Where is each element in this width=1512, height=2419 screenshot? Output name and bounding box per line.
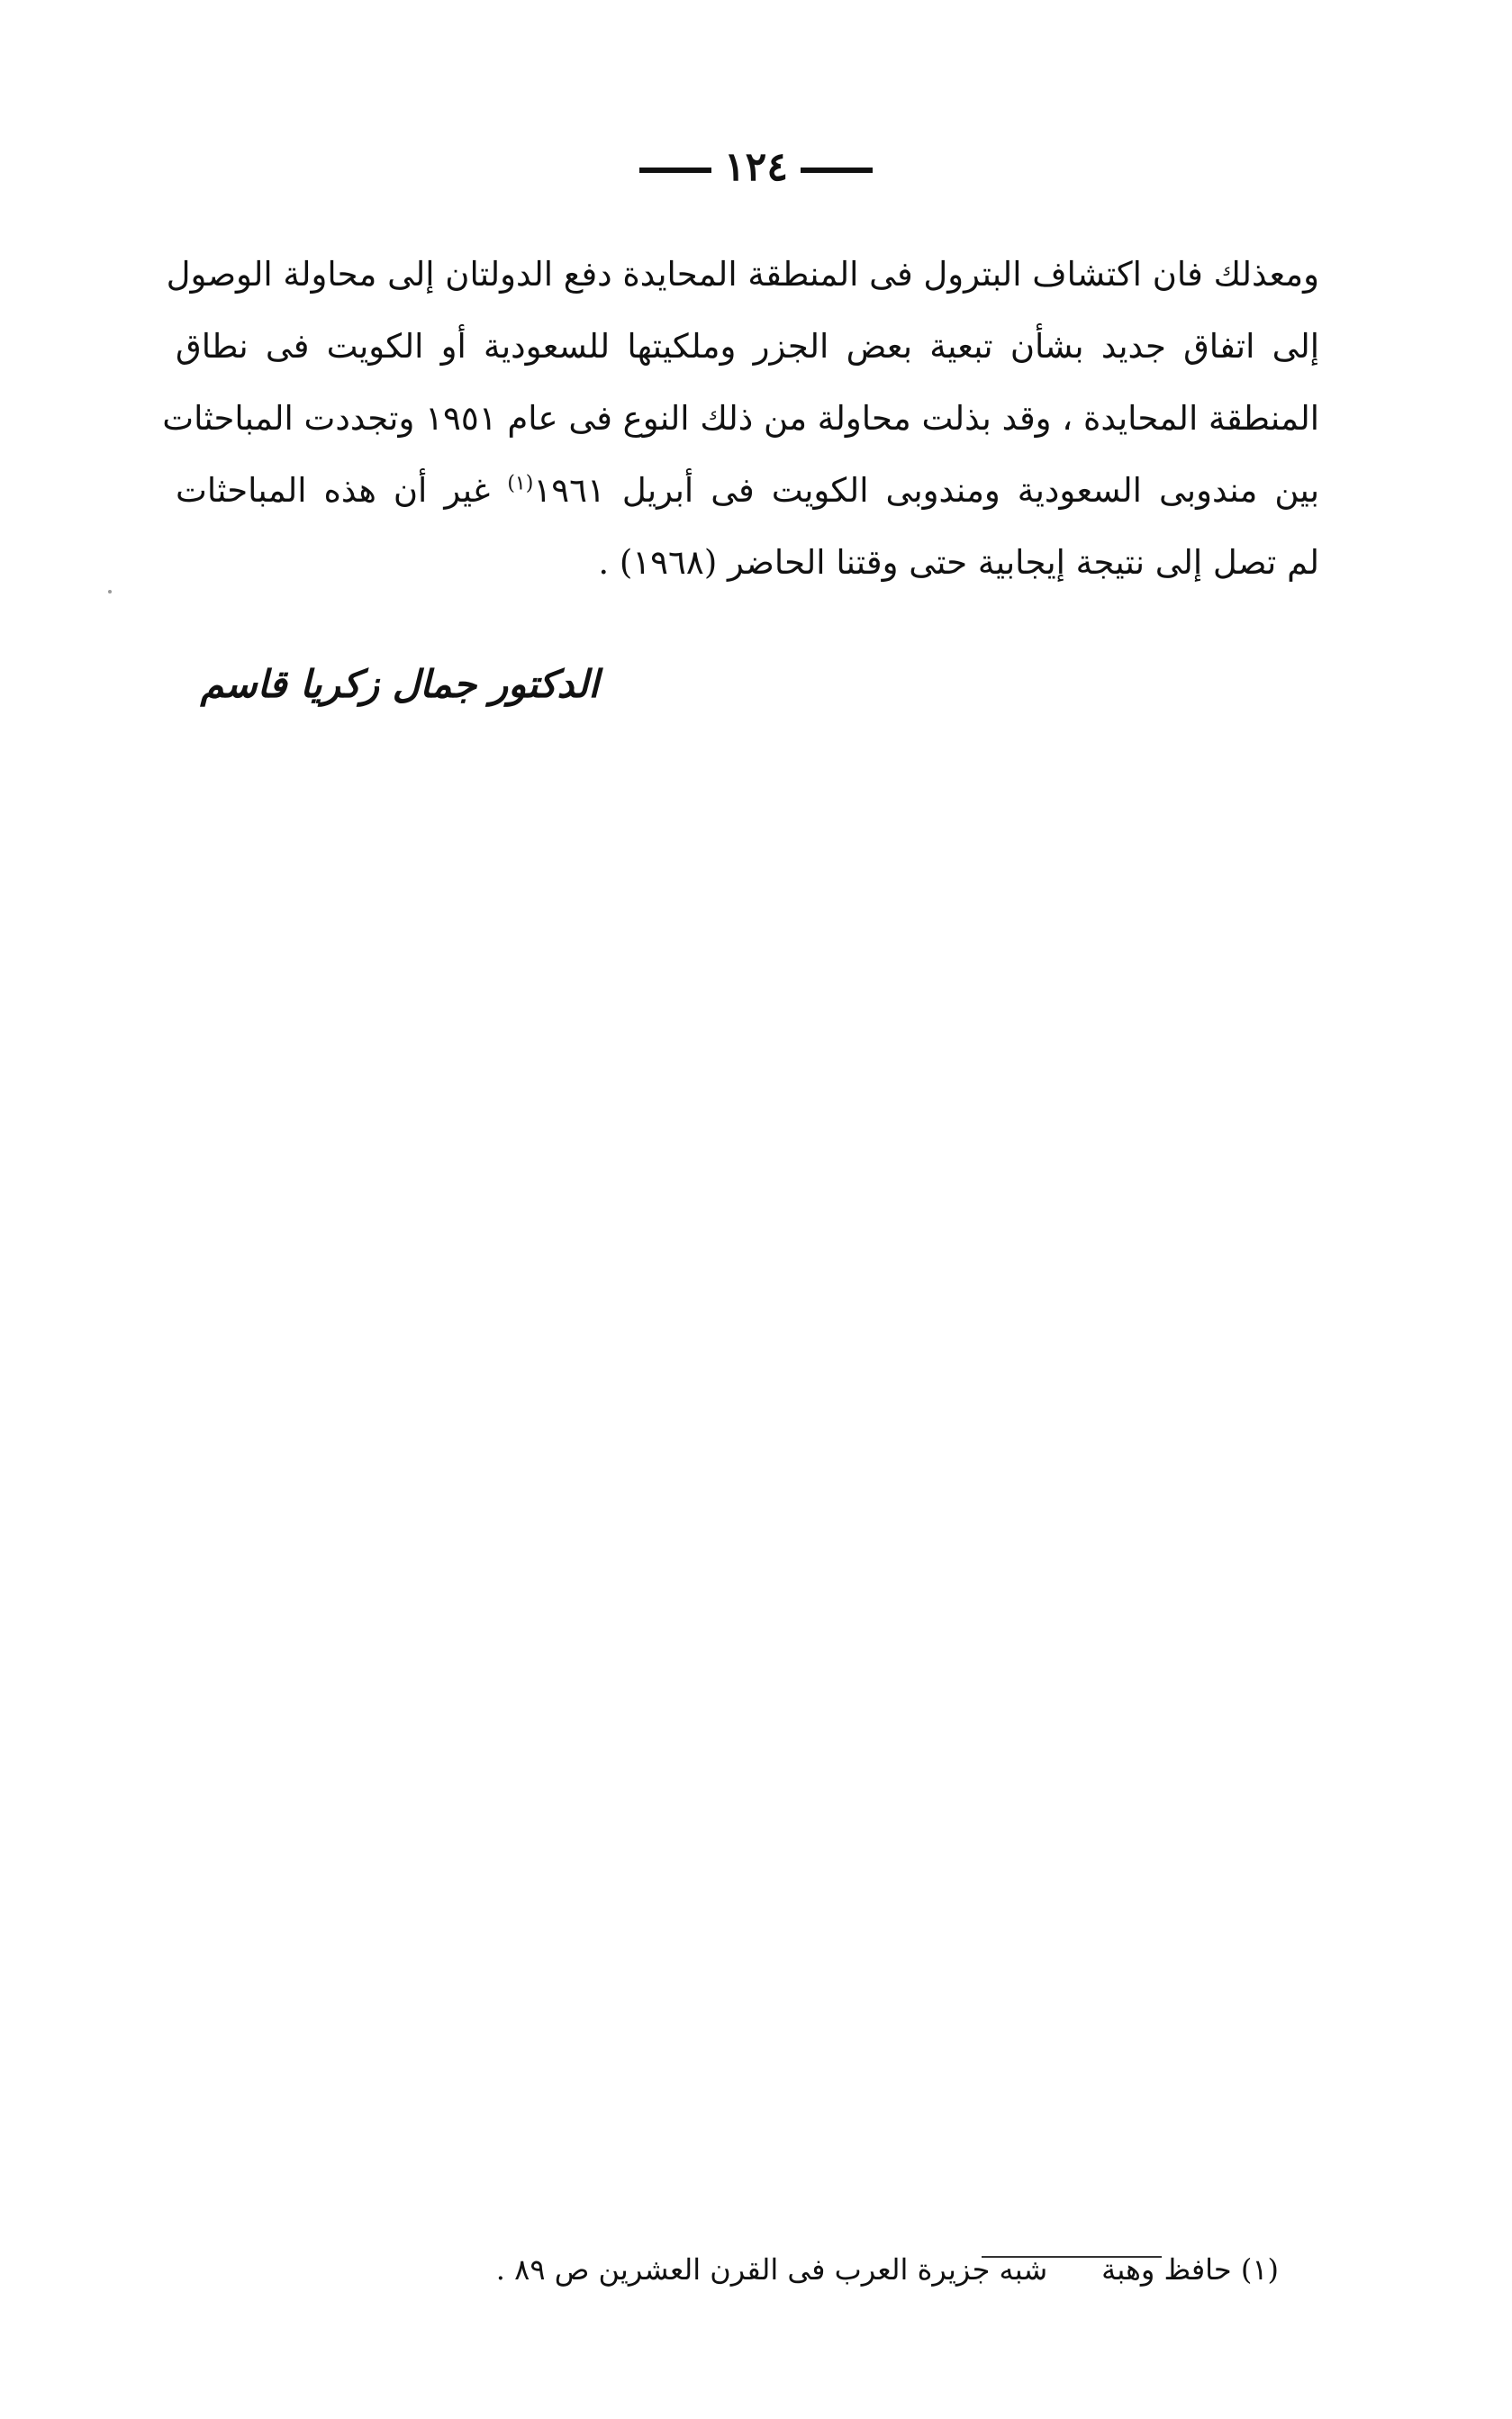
- footnote-reference: (١): [507, 472, 534, 495]
- paragraph-line-5: لم تصل إلى نتيجة إيجابية حتى وقتنا الحاضر (١٩٦٨) .: [598, 543, 1319, 582]
- main-paragraph: [162, 239, 1320, 599]
- paragraph-line-3: المنطقة المحايدة ، وقد بذلت محاولة من ذلك النوع فى عام ١٩٥١ وتجددت المباحثات: [162, 399, 1319, 438]
- page-number-dash-right: [801, 168, 873, 173]
- paragraph-line-4-start: بين مندوبى السعودية ومندوبى الكويت فى أبريل ١٩٦١: [533, 471, 1320, 510]
- footnote-marker: (١): [1240, 2252, 1279, 2287]
- page-number: [0, 144, 1512, 190]
- paragraph-line-4-end: غير أن هذه المباحثات: [176, 471, 491, 510]
- page-number-dash-left: [639, 168, 711, 173]
- paragraph-line-1: ومعذلك فان اكتشاف البترول فى المنطقة المحايدة دفع الدولتان إلى محاولة الوصول: [166, 255, 1319, 294]
- scan-artifact: [108, 590, 112, 593]
- footnote: [378, 2247, 1279, 2292]
- paragraph-line-4: [176, 455, 1319, 527]
- footnote-author: حافظ وهبة: [1101, 2252, 1232, 2287]
- page-number-text: ١٢٤: [724, 144, 788, 190]
- author-signature: الدكتور جمال زكريا قاسم: [200, 662, 599, 706]
- footnote-title: شبه جزيرة العرب فى القرن العشرين ص ٨٩ .: [495, 2252, 1048, 2287]
- paragraph-line-2: إلى اتفاق جديد بشأن تبعية بعض الجزر وملكيتها للسعودية أو الكويت فى نطاق: [176, 327, 1319, 366]
